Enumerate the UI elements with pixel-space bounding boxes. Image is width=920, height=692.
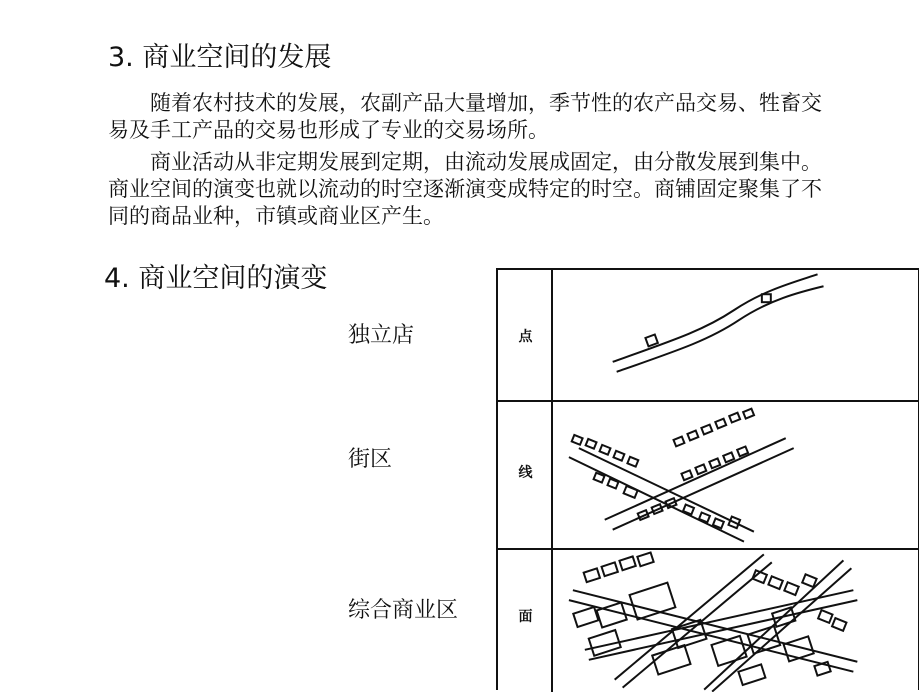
section3-heading: 3. 商业空间的发展: [108, 42, 332, 73]
section3-body: [108, 90, 838, 230]
table-row-line: [498, 402, 918, 550]
table-row-area: [498, 550, 918, 692]
stage-label-standalone-store: 独立店: [348, 323, 415, 348]
paragraph-2: 商业活动从非定期发展到定期，由流动发展成固定，由分散发展到集中。商业空间的演变也就以流动的时空逐渐演变成特定的时空。商铺固定聚集了不同的商品业种，市镇或商业区产生。: [108, 150, 822, 228]
stage-label-street-block: 街区: [348, 447, 393, 472]
section4-heading: 4. 商业空间的演变: [104, 263, 328, 294]
line-diagram: [555, 402, 918, 548]
evolution-diagram-table: [496, 268, 919, 690]
cell-type-line: 线: [498, 402, 553, 548]
cell-type-area: 面: [498, 550, 553, 692]
area-diagram: [555, 550, 918, 692]
stage-label-commercial-district: 综合商业区: [348, 598, 459, 623]
table-row-point: [498, 270, 918, 402]
cell-type-point: 点: [498, 270, 553, 400]
point-diagram: [555, 270, 918, 400]
paragraph-1: 随着农村技术的发展，农副产品大量增加，季节性的农产品交易、牲畜交易及手工产品的交易也形成了专业的交易场所。: [108, 91, 822, 142]
